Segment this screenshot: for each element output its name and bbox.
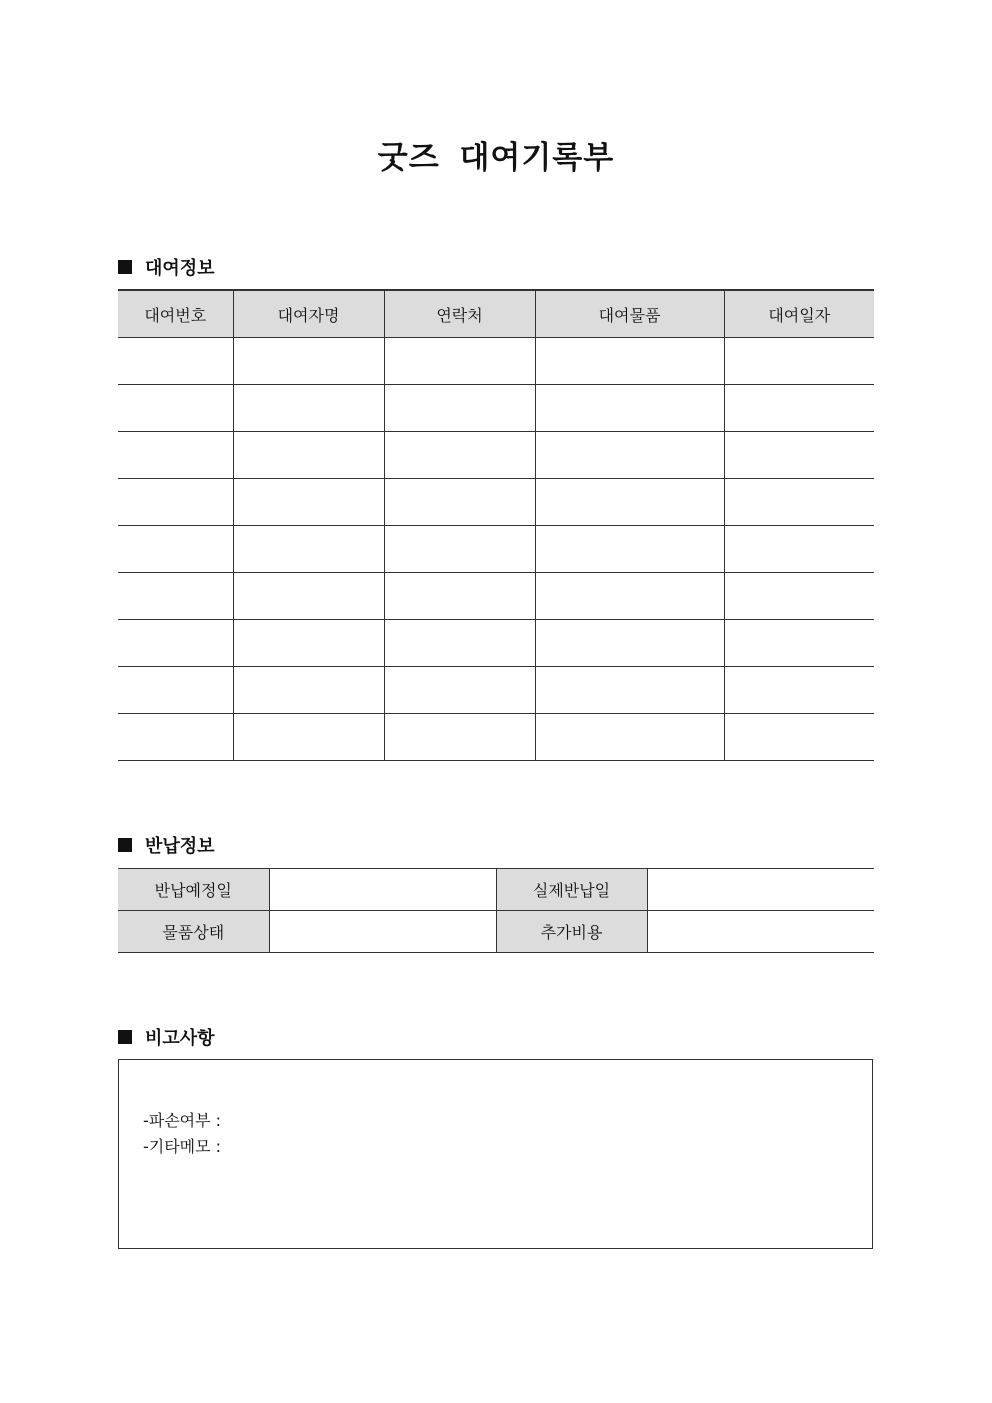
cell-renter-name[interactable]	[233, 526, 384, 573]
cell-rental-item[interactable]	[535, 385, 724, 432]
cell-rental-number[interactable]	[118, 667, 233, 714]
cell-rental-date[interactable]	[724, 573, 874, 620]
col-renter-name: 대여자명	[233, 290, 384, 338]
cell-rental-number[interactable]	[118, 385, 233, 432]
cell-rental-number[interactable]	[118, 620, 233, 667]
cell-rental-number[interactable]	[118, 714, 233, 761]
cell-rental-date[interactable]	[724, 479, 874, 526]
cell-rental-item[interactable]	[535, 479, 724, 526]
return-row	[118, 911, 874, 953]
cell-rental-item[interactable]	[535, 620, 724, 667]
cell-rental-item[interactable]	[535, 338, 724, 385]
col-rental-number: 대여번호	[118, 290, 233, 338]
square-bullet-icon	[118, 260, 132, 274]
extra-cost-field[interactable]	[647, 911, 874, 953]
cell-renter-name[interactable]	[233, 620, 384, 667]
cell-contact[interactable]	[384, 714, 535, 761]
cell-renter-name[interactable]	[233, 667, 384, 714]
other-memo-line: -기타메모 :	[143, 1137, 222, 1156]
cell-rental-date[interactable]	[724, 526, 874, 573]
rental-header-row	[118, 290, 874, 338]
cell-renter-name[interactable]	[233, 573, 384, 620]
cell-rental-number[interactable]	[118, 432, 233, 479]
cell-rental-date[interactable]	[724, 385, 874, 432]
cell-contact[interactable]	[384, 385, 535, 432]
cell-renter-name[interactable]	[233, 338, 384, 385]
cell-rental-item[interactable]	[535, 667, 724, 714]
cell-rental-number[interactable]	[118, 479, 233, 526]
cell-contact[interactable]	[384, 479, 535, 526]
rental-heading-label: 대여정보	[145, 258, 215, 279]
cell-contact[interactable]	[384, 338, 535, 385]
cell-rental-date[interactable]	[724, 338, 874, 385]
table-row	[118, 432, 874, 479]
cell-contact[interactable]	[384, 432, 535, 479]
cell-rental-item[interactable]	[535, 714, 724, 761]
actual-return-date-field[interactable]	[647, 869, 874, 911]
cell-rental-number[interactable]	[118, 573, 233, 620]
cell-rental-item[interactable]	[535, 526, 724, 573]
table-row	[118, 526, 874, 573]
square-bullet-icon	[118, 838, 132, 852]
return-heading-label: 반납정보	[145, 836, 215, 857]
extra-cost-label: 추가비용	[496, 911, 647, 953]
rental-table	[118, 289, 874, 761]
rental-section-heading	[118, 254, 215, 280]
cell-contact[interactable]	[384, 667, 535, 714]
return-section-heading	[118, 832, 215, 858]
cell-renter-name[interactable]	[233, 479, 384, 526]
return-row	[118, 869, 874, 911]
cell-renter-name[interactable]	[233, 432, 384, 479]
notes-box[interactable]	[118, 1059, 873, 1249]
actual-return-date-label: 실제반납일	[496, 869, 647, 911]
cell-renter-name[interactable]	[233, 714, 384, 761]
cell-rental-item[interactable]	[535, 573, 724, 620]
cell-rental-item[interactable]	[535, 432, 724, 479]
table-row	[118, 714, 874, 761]
table-row	[118, 338, 874, 385]
expected-return-date-label: 반납예정일	[118, 869, 269, 911]
cell-rental-date[interactable]	[724, 432, 874, 479]
col-rental-item: 대여물품	[535, 290, 724, 338]
return-table	[118, 868, 874, 953]
col-contact: 연락처	[384, 290, 535, 338]
notes-heading-label: 비고사항	[145, 1028, 215, 1049]
table-row	[118, 573, 874, 620]
square-bullet-icon	[118, 1030, 132, 1044]
rental-table-body	[118, 338, 874, 761]
expected-return-date-field[interactable]	[269, 869, 496, 911]
cell-contact[interactable]	[384, 526, 535, 573]
table-row	[118, 667, 874, 714]
col-rental-date: 대여일자	[724, 290, 874, 338]
table-row	[118, 385, 874, 432]
cell-contact[interactable]	[384, 620, 535, 667]
cell-contact[interactable]	[384, 573, 535, 620]
item-condition-field[interactable]	[269, 911, 496, 953]
cell-renter-name[interactable]	[233, 385, 384, 432]
cell-rental-number[interactable]	[118, 526, 233, 573]
table-row	[118, 620, 874, 667]
notes-section-heading	[118, 1024, 215, 1050]
cell-rental-number[interactable]	[118, 338, 233, 385]
cell-rental-date[interactable]	[724, 620, 874, 667]
table-row	[118, 479, 874, 526]
item-condition-label: 물품상태	[118, 911, 269, 953]
page-title: 굿즈 대여기록부	[377, 140, 615, 176]
cell-rental-date[interactable]	[724, 667, 874, 714]
cell-rental-date[interactable]	[724, 714, 874, 761]
damage-status-line: -파손여부 :	[143, 1111, 222, 1130]
